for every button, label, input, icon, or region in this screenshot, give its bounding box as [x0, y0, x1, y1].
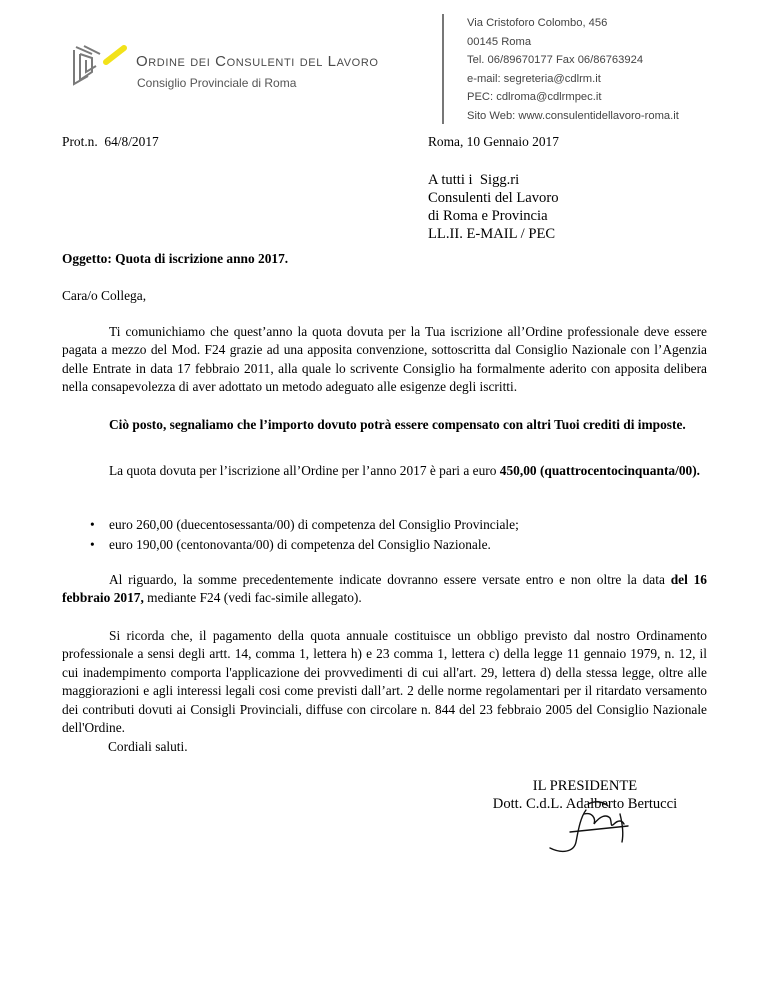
letter-date: Roma, 10 Gennaio 2017 — [428, 134, 559, 149]
body-paragraph-1: Ti comunichiamo che quest’anno la quota dovuta per la Tua iscrizione all’Ordine professionale deve essere pagata a mezzo del Mod. F24 grazie ad una apposita convenzione, sottoscritta dal Consiglio Nazionale con l’Agenzia delle Entrate in data 17 febbraio 2011, alla quale lo scrivente Consiglio ha formalmente aderito con apposita delibera nella consapevolezza di aver adottato un metodo adeguato alle esigenze degli iscritti. — [62, 324, 707, 395]
contact-email[interactable]: e-mail: segreteria@cdlrm.it — [467, 72, 601, 85]
body-paragraph-3 — [62, 462, 707, 480]
contact-phone: Tel. 06/89670177 Fax 06/86763924 — [467, 54, 644, 67]
org-name: Ordine dei Consulenti del Lavoro — [136, 53, 379, 70]
deadline-date: del 16 febbraio 2017, — [62, 572, 707, 606]
header-divider — [442, 14, 444, 124]
org-logo — [70, 42, 130, 88]
body-paragraph-4 — [62, 571, 707, 608]
salutation: Cara/o Collega, — [62, 288, 147, 303]
recipient-line: di Roma e Provincia — [428, 208, 548, 224]
contact-website[interactable]: Sito Web: www.consulentidellavoro-roma.it — [467, 109, 679, 122]
recipient-line: Consulenti del Lavoro — [428, 190, 559, 206]
closing: Cordiali saluti. — [108, 739, 188, 754]
deadline-end: mediante F24 (vedi fac-simile allegato). — [143, 590, 362, 606]
letter-subject — [62, 250, 288, 268]
contact-address: Via Cristoforo Colombo, 456 — [467, 17, 608, 29]
deadline-intro: Al riguardo, la somme precedentemente indicate dovranno essere versate entro e non oltre la data — [109, 572, 671, 587]
recipient-line: A tutti i Sigg.ri — [428, 172, 520, 188]
recipients-block — [428, 171, 559, 243]
signatory-name: Dott. C.d.L. Adalberto Bertucci — [492, 796, 678, 812]
list-item: • euro 260,00 (duecentosessanta/00) di competenza del Consiglio Provinciale; — [90, 515, 700, 535]
compensation-note: Ciò posto, segnaliamo che l’importo dovuto potrà essere compensato con altri Tuoi crediti di imposte. — [109, 417, 686, 432]
org-subtitle: Consiglio Provinciale di Roma — [137, 76, 297, 90]
protocol-number: Prot.n. 64/8/2017 — [62, 134, 159, 149]
handwritten-signature — [540, 798, 640, 860]
body-paragraph-5: Si ricorda che, il pagamento della quota annuale costituisce un obbligo previsto dal nostro Ordinamento professionale a sensi degli artt. 14, comma 1, lettera h) e 23 comma 1, lettera c) della legge 11 gennaio 1979, n. 12, il cui inadempimento comporta l'applicazione dei provvedimenti di cui all'art. 29, lettera d) della stessa legge, oltre alle maggiorazioni e agli interessi legali cosi come previsti dall’art. 2 delle norme regolamentari per il ritardato versamento dei contributi dovuti ai Consigli Provinciali, diffuse con circolare n. 844 del 23 febbraio 2005 del Consiglio Nazionale dell'Ordine. — [62, 628, 707, 736]
contact-pec[interactable]: PEC: cdlroma@cdlrmpec.it — [467, 91, 602, 104]
contact-postcode: 00145 Roma — [467, 35, 532, 48]
subject-text: Oggetto: Quota di iscrizione anno 2017. — [62, 251, 289, 266]
fee-breakdown-list — [90, 515, 700, 555]
contact-block — [467, 14, 679, 126]
fee-intro: La quota dovuta per l’iscrizione all’Ordine per l’anno 2017 è pari a euro — [109, 463, 500, 478]
logo-mark-icon — [70, 42, 130, 88]
signatory-title: IL PRESIDENTE — [532, 778, 638, 794]
fee-amount: 450,00 (quattrocentocinquanta/00). — [499, 463, 701, 478]
list-item: • euro 190,00 (centonovanta/00) di competenza del Consiglio Nazionale. — [90, 535, 700, 555]
recipient-line: LL.II. E-MAIL / PEC — [428, 226, 556, 242]
body-paragraph-2 — [62, 416, 707, 434]
